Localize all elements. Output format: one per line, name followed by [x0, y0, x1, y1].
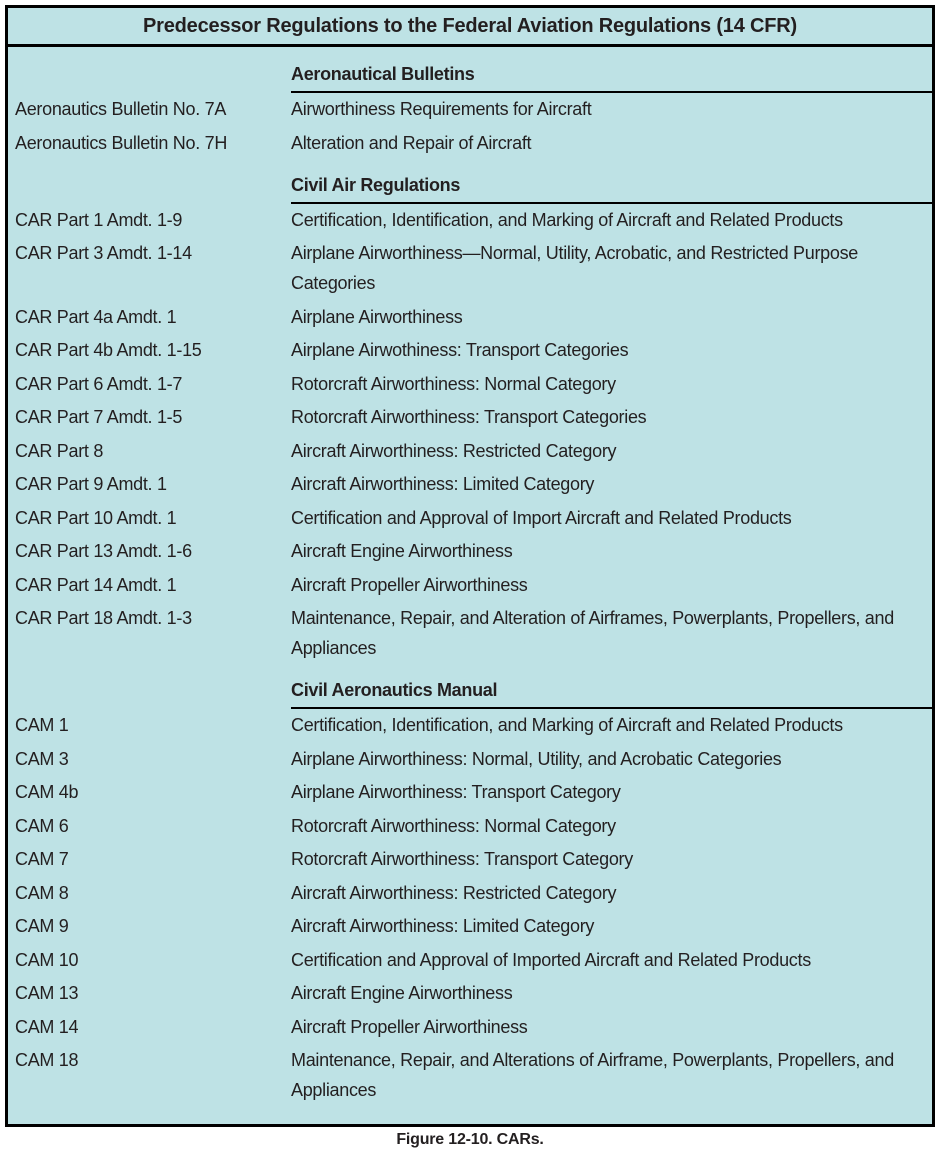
table-row — [15, 536, 932, 566]
table-row — [15, 94, 932, 124]
table-row — [15, 469, 932, 499]
regulation-desc: Aircraft Airworthiness: Restricted Category — [291, 440, 617, 461]
regulation-desc: Airplane Airworthiness: Transport Category — [291, 782, 621, 802]
table-row — [15, 1012, 932, 1042]
regulation-desc: Aircraft Propeller Airworthiness — [291, 1016, 528, 1037]
section-header-row — [15, 675, 932, 709]
regulation-ref: CAR Part 6 Amdt. 1-7 — [15, 373, 183, 394]
regulation-ref: CAM 8 — [15, 882, 69, 903]
regulation-ref: CAM 14 — [15, 1016, 79, 1037]
regulation-ref: CAM 9 — [15, 916, 69, 936]
regulation-desc: Airplane Airworthiness—Normal, Utility, Acrobatic, and Restricted Purpose Categories — [291, 243, 859, 293]
table-row — [15, 844, 932, 874]
regulation-ref: CAR Part 18 Amdt. 1-3 — [15, 608, 192, 628]
section-header-row — [15, 59, 932, 93]
regulation-desc: Aircraft Propeller Airworthiness — [291, 574, 528, 595]
table-row — [15, 911, 932, 941]
table-row — [15, 878, 932, 908]
table-body — [8, 59, 932, 1124]
regulation-desc: Maintenance, Repair, and Alteration of Airframes, Powerplants, Propellers, and Appliances — [291, 608, 894, 658]
regulation-ref: CAM 1 — [15, 715, 69, 735]
section-header: Civil Air Regulations — [291, 170, 932, 204]
table-row — [15, 503, 932, 533]
section-header-row — [15, 170, 932, 204]
regulation-desc: Maintenance, Repair, and Alterations of Airframe, Powerplants, Propellers, and Appliances — [291, 1050, 894, 1100]
figure-caption: Figure 12-10. CARs. — [396, 1131, 544, 1148]
table-row — [15, 978, 932, 1008]
regulation-desc: Certification and Approval of Imported Aircraft and Related Products — [291, 949, 811, 970]
table-row — [15, 945, 932, 975]
regulation-ref: CAR Part 13 Amdt. 1-6 — [15, 541, 192, 561]
section-header: Aeronautical Bulletins — [291, 59, 932, 93]
regulation-desc: Certification, Identification, and Marking of Aircraft and Related Products — [291, 209, 843, 230]
regulation-desc: Airplane Airwothiness: Transport Categories — [291, 340, 629, 360]
section-header: Civil Aeronautics Manual — [291, 675, 932, 709]
regulation-ref: CAR Part 4b Amdt. 1-15 — [15, 340, 202, 360]
regulation-desc: Aircraft Airworthiness: Limited Category — [291, 916, 595, 936]
regulation-ref: CAR Part 1 Amdt. 1-9 — [15, 209, 183, 230]
table-row — [15, 811, 932, 841]
regulation-ref: Aeronautics Bulletin No. 7A — [15, 99, 227, 119]
table-row — [15, 205, 932, 235]
regulation-ref: CAM 3 — [15, 748, 69, 769]
table-row — [15, 302, 932, 332]
table-row — [15, 128, 932, 158]
regulation-desc: Certification, Identification, and Marking of Aircraft and Related Products — [291, 715, 843, 735]
regulation-desc: Aircraft Airworthiness: Restricted Category — [291, 882, 617, 903]
regulation-ref: CAR Part 7 Amdt. 1-5 — [15, 407, 183, 427]
regulation-desc: Rotorcraft Airworthiness: Transport Categories — [291, 407, 647, 427]
table-title: Predecessor Regulations to the Federal Aviation Regulations (14 CFR) — [8, 8, 932, 47]
regulation-ref: CAM 4b — [15, 782, 79, 802]
table-row — [15, 1045, 932, 1105]
regulation-desc: Alteration and Repair of Aircraft — [291, 132, 532, 153]
table-row — [15, 335, 932, 365]
regulation-desc: Airplane Airworthiness: Normal, Utility, and Acrobatic Categories — [291, 748, 782, 769]
regulation-ref: CAR Part 3 Amdt. 1-14 — [15, 243, 192, 263]
table-row — [15, 603, 932, 663]
regulation-ref: CAM 18 — [15, 1050, 79, 1070]
table-row — [15, 570, 932, 600]
section-header-spacer — [15, 59, 291, 93]
table-row — [15, 238, 932, 298]
regulation-ref: CAM 6 — [15, 815, 69, 836]
regulation-desc: Rotorcraft Airworthiness: Normal Category — [291, 373, 616, 394]
regulation-ref: CAR Part 10 Amdt. 1 — [15, 507, 177, 528]
regulation-desc: Aircraft Airworthiness: Limited Category — [291, 474, 595, 494]
regulation-ref: CAR Part 8 — [15, 440, 104, 461]
table-row — [15, 710, 932, 740]
predecessor-regulations-table — [5, 5, 935, 1127]
regulation-desc: Aircraft Engine Airworthiness — [291, 541, 513, 561]
regulation-ref: CAR Part 4a Amdt. 1 — [15, 306, 177, 327]
regulation-ref: CAM 10 — [15, 949, 79, 970]
regulation-ref: CAM 7 — [15, 849, 69, 869]
section-header-spacer — [15, 170, 291, 204]
regulation-desc: Airworthiness Requirements for Aircraft — [291, 99, 592, 119]
regulation-desc: Airplane Airworthiness — [291, 306, 463, 327]
table-row — [15, 369, 932, 399]
table-row — [15, 402, 932, 432]
regulation-desc: Aircraft Engine Airworthiness — [291, 983, 513, 1003]
regulation-ref: CAM 13 — [15, 983, 79, 1003]
regulation-desc: Certification and Approval of Import Aircraft and Related Products — [291, 507, 792, 528]
regulation-ref: CAR Part 14 Amdt. 1 — [15, 574, 177, 595]
regulation-ref: CAR Part 9 Amdt. 1 — [15, 474, 167, 494]
table-row — [15, 436, 932, 466]
section-header-spacer — [15, 675, 291, 709]
table-row — [15, 744, 932, 774]
table-row — [15, 777, 932, 807]
regulation-ref: Aeronautics Bulletin No. 7H — [15, 132, 228, 153]
regulation-desc: Rotorcraft Airworthiness: Normal Category — [291, 815, 616, 836]
regulation-desc: Rotorcraft Airworthiness: Transport Category — [291, 849, 633, 869]
